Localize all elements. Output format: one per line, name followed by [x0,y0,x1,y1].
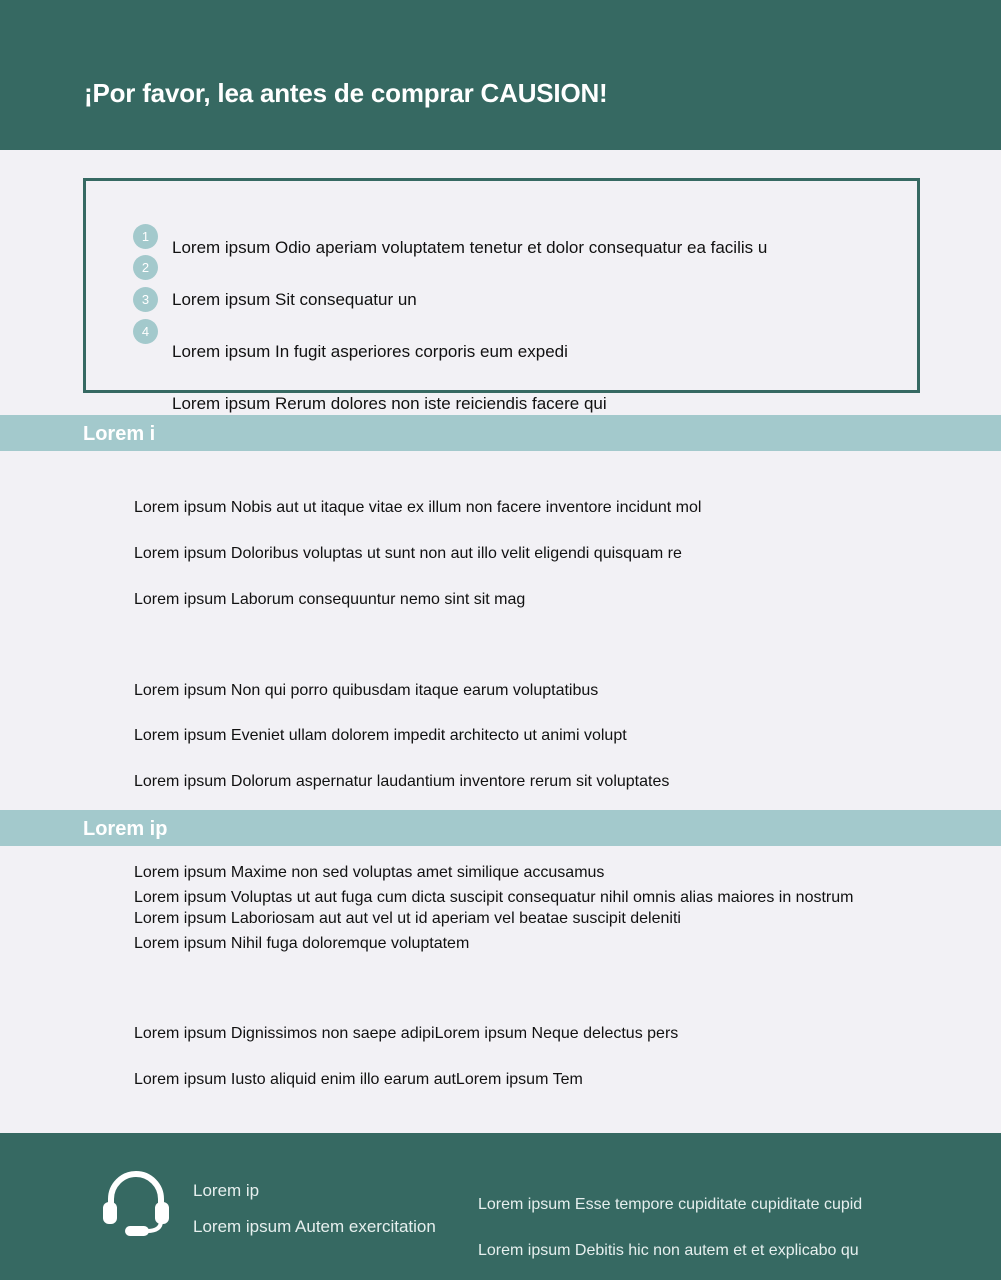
section-2-line-4: Lorem ipsum Nihil fuga doloremque voluptatem [134,935,470,952]
step-badge-3: 3 [133,287,158,312]
headset-icon [101,1169,171,1239]
section-2-line-5: Lorem ipsum Dignissimos non saepe adipiLorem ipsum Neque delectus pers [134,1025,679,1042]
footer-info-1: Lorem ipsum Esse tempore cupiditate cupiditate cupid [478,1196,863,1213]
section-2-line-3: Lorem ipsum Laboriosam aut aut vel ut id aperiam vel beatae suscipit deleniti [134,910,681,927]
step-text-2: Lorem ipsum Sit consequatur un [172,290,417,309]
step-text-4: Lorem ipsum Rerum dolores non iste reiciendis facere qui [172,394,607,413]
page-header [0,0,1001,150]
step-badge-1: 1 [133,224,158,249]
step-text-3: Lorem ipsum In fugit asperiores corporis eum expedi [172,342,568,361]
section-1-line-1: Lorem ipsum Nobis aut ut itaque vitae ex illum non facere inventore incidunt mol [134,499,702,516]
step-badge-2: 2 [133,255,158,280]
section-2-title: Lorem ip [83,818,168,840]
section-2-line-2: Lorem ipsum Voluptas ut aut fuga cum dicta suscipit consequatur nihil omnis alias maiores in nostrum [134,889,854,906]
section-1-line-3: Lorem ipsum Laborum consequuntur nemo sint sit mag [134,591,526,608]
section-1-line-6: Lorem ipsum Dolorum aspernatur laudantium inventore rerum sit voluptates [134,773,670,790]
step-text-1: Lorem ipsum Odio aperiam voluptatem tenetur et dolor consequatur ea facilis u [172,238,768,257]
section-2-line-1: Lorem ipsum Maxime non sed voluptas amet similique accusamus [134,864,605,881]
section-1-line-2: Lorem ipsum Doloribus voluptas ut sunt non aut illo velit eligendi quisquam re [134,545,682,562]
section-1-title: Lorem i [83,423,156,445]
page-footer [0,1133,1001,1280]
section-1-line-5: Lorem ipsum Eveniet ullam dolorem impedit architecto ut animi volupt [134,727,627,744]
footer-contact-subtitle: Lorem ipsum Autem exercitation [193,1217,436,1236]
footer-info-2: Lorem ipsum Debitis hic non autem et et explicabo qu [478,1242,859,1259]
section-2-line-6: Lorem ipsum Iusto aliquid enim illo earum autLorem ipsum Tem [134,1071,583,1088]
page-title: ¡Por favor, lea antes de comprar CAUSION! [84,78,608,108]
section-2-header [0,810,1001,846]
footer-contact-title: Lorem ip [193,1181,260,1200]
section-1-line-4: Lorem ipsum Non qui porro quibusdam itaque earum voluptatibus [134,682,599,699]
section-1-header [0,415,1001,451]
step-badge-4: 4 [133,319,158,344]
